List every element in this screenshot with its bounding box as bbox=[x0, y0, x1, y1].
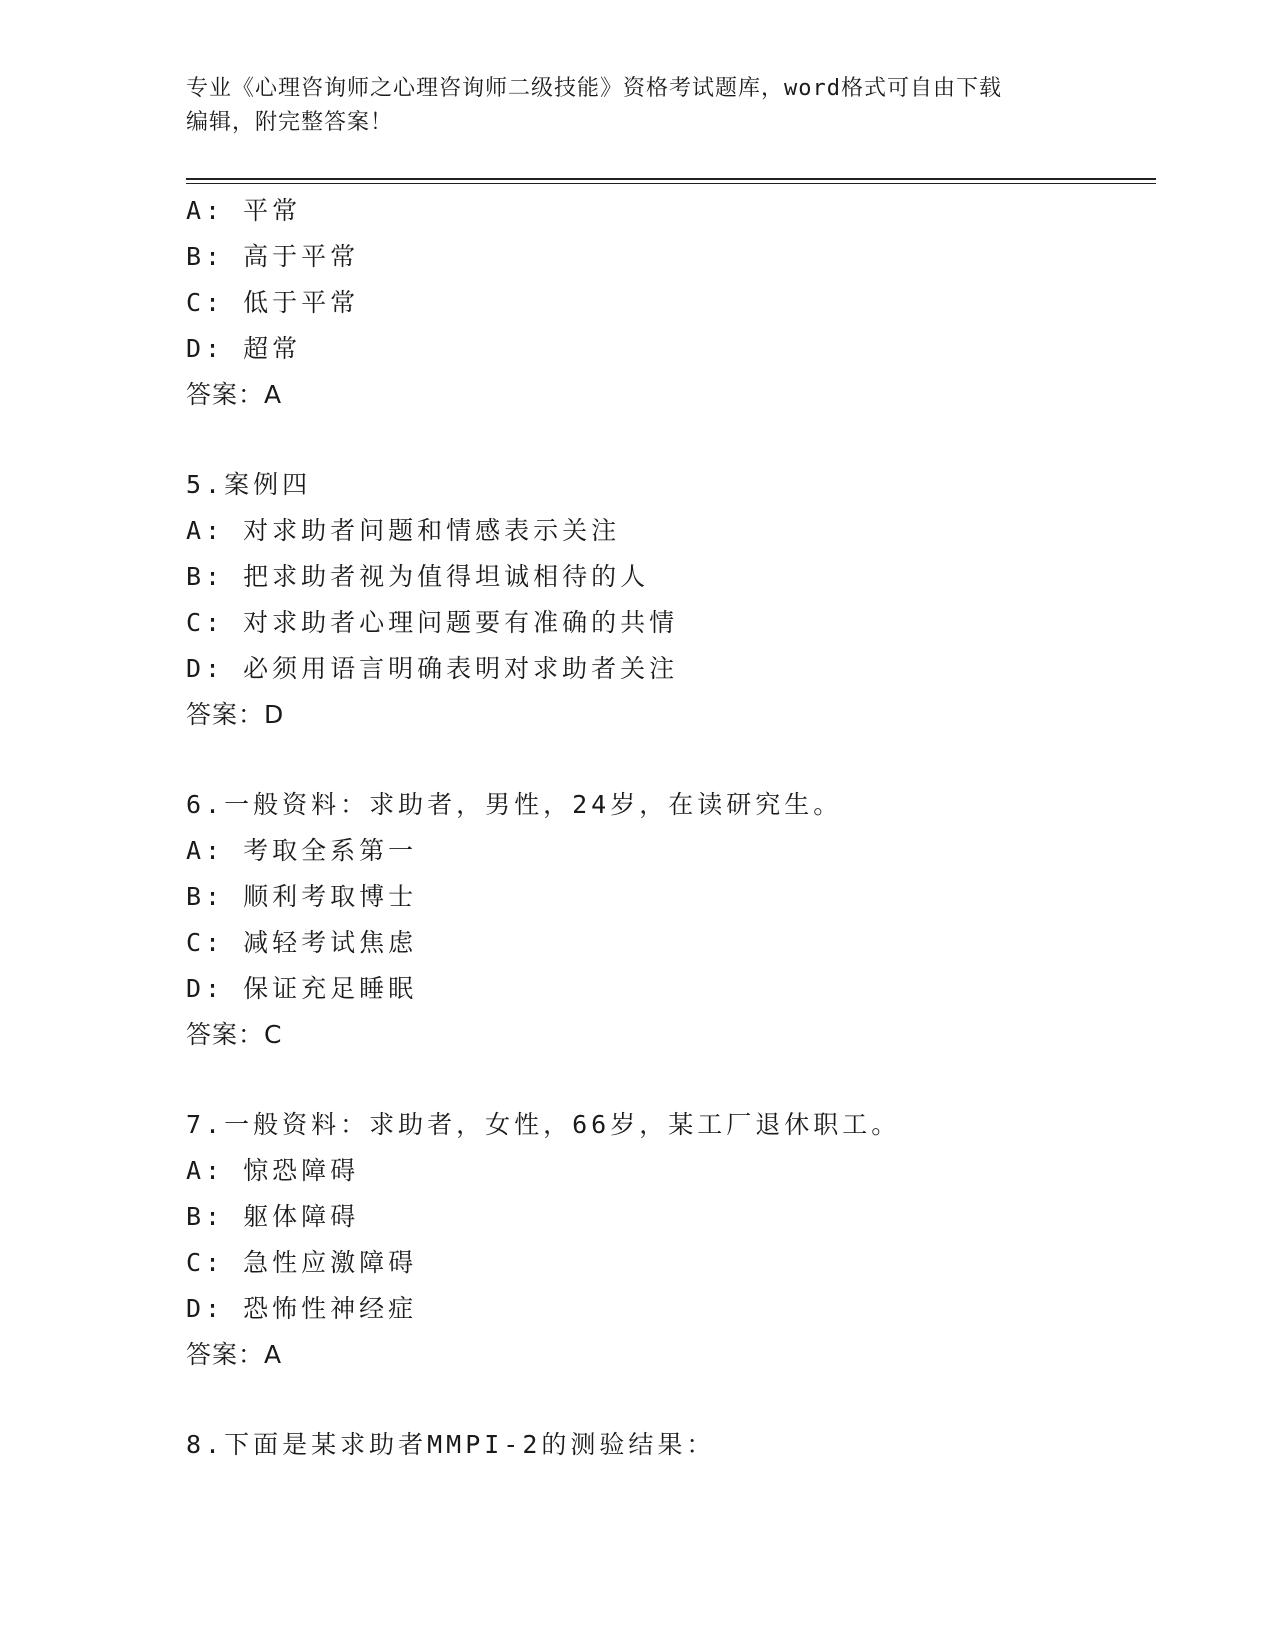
question-8 bbox=[186, 1422, 1156, 1468]
option-b: B: 顺利考取博士 bbox=[186, 882, 418, 911]
option-d: D: 必须用语言明确表明对求助者关注 bbox=[186, 654, 679, 683]
option-b: B: 高于平常 bbox=[186, 242, 360, 271]
answer: 答案：D bbox=[186, 700, 285, 729]
option-c: C: 减轻考试焦虑 bbox=[186, 928, 418, 957]
question-title: 5.案例四 bbox=[186, 470, 312, 499]
spacer bbox=[186, 418, 1156, 462]
question-7 bbox=[186, 1102, 1156, 1378]
option-c: C: 低于平常 bbox=[186, 288, 360, 317]
question-6 bbox=[186, 782, 1156, 1058]
option-a: A: 平常 bbox=[186, 196, 302, 225]
option-a: A: 考取全系第一 bbox=[186, 836, 418, 865]
option-b: B: 把求助者视为值得坦诚相待的人 bbox=[186, 562, 650, 591]
question-4-continued bbox=[186, 188, 1156, 418]
spacer bbox=[186, 738, 1156, 782]
header-line-1: 专业《心理咨询师之心理咨询师二级技能》资格考试题库，word格式可自由下载 bbox=[186, 76, 1002, 101]
option-d: D: 超常 bbox=[186, 334, 302, 363]
answer: 答案：A bbox=[186, 1340, 283, 1369]
question-title: 7.一般资料：求助者，女性，66岁，某工厂退休职工。 bbox=[186, 1110, 901, 1139]
header-line-2: 编辑，附完整答案！ bbox=[186, 110, 394, 135]
question-5 bbox=[186, 462, 1156, 738]
option-c: C: 急性应激障碍 bbox=[186, 1248, 418, 1277]
answer: 答案：C bbox=[186, 1020, 283, 1049]
header-divider-thick bbox=[186, 178, 1156, 180]
option-a: A: 惊恐障碍 bbox=[186, 1156, 360, 1185]
option-d: D: 恐怖性神经症 bbox=[186, 1294, 418, 1323]
option-a: A: 对求助者问题和情感表示关注 bbox=[186, 516, 621, 545]
document-header bbox=[186, 72, 1086, 140]
option-d: D: 保证充足睡眠 bbox=[186, 974, 418, 1003]
answer: 答案：A bbox=[186, 380, 283, 409]
option-b: B: 躯体障碍 bbox=[186, 1202, 360, 1231]
spacer bbox=[186, 1378, 1156, 1422]
question-title: 8.下面是某求助者MMPI-2的测验结果： bbox=[186, 1430, 716, 1459]
question-list bbox=[186, 188, 1156, 1468]
question-title: 6.一般资料：求助者，男性，24岁，在读研究生。 bbox=[186, 790, 843, 819]
header-divider-thin bbox=[186, 183, 1156, 184]
spacer bbox=[186, 1058, 1156, 1102]
option-c: C: 对求助者心理问题要有准确的共情 bbox=[186, 608, 679, 637]
